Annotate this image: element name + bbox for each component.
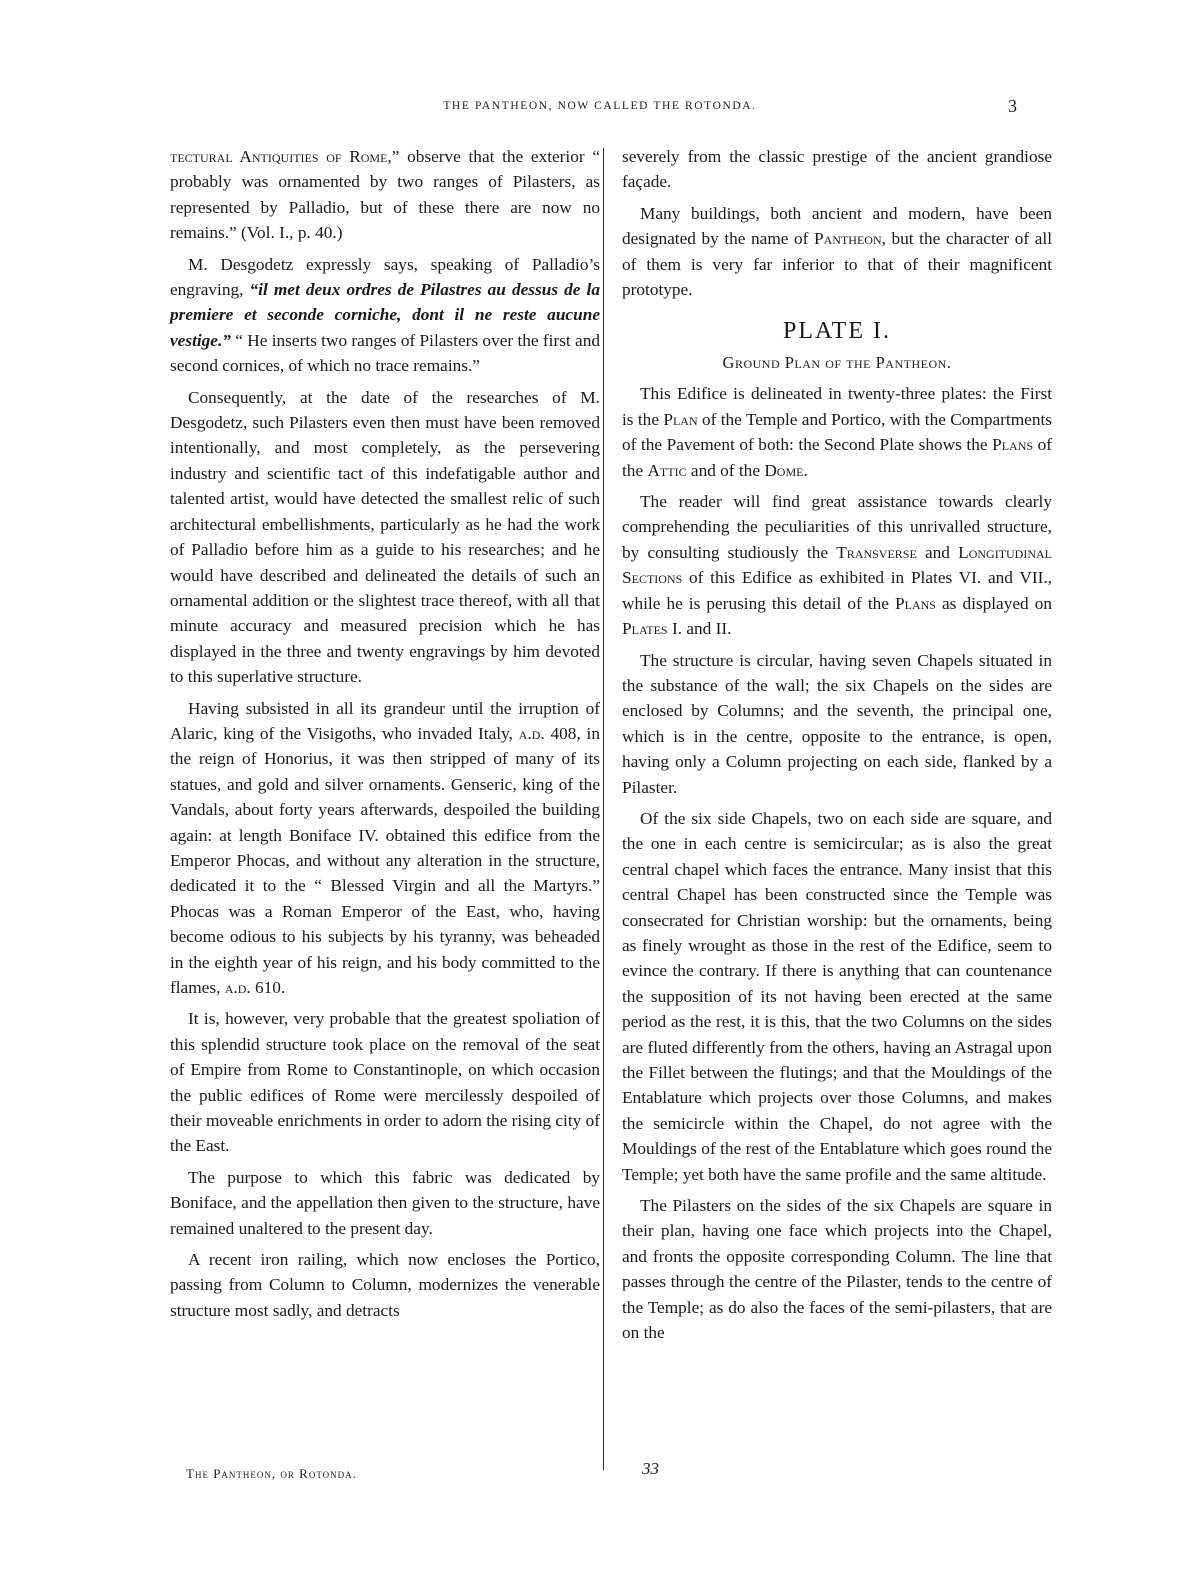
text-span: of this Edifice as exhibited in Plates VI. and VII., while he is perusing this detail of the bbox=[622, 568, 1052, 613]
plate-subheading: Ground Plan of the Pantheon. bbox=[722, 353, 952, 373]
small-caps-text: Plan bbox=[663, 409, 698, 429]
text-span: of the bbox=[622, 435, 1053, 480]
text-span: of the Temple and Portico, with the Compartments of the Pavement of both: the Second Plate shows the bbox=[622, 409, 1052, 455]
page-number: 3 bbox=[1008, 96, 1017, 116]
paragraph: The structure is circular, having seven Chapels situated in the substance of the wall; the six Chapels on the sides are enclosed by Columns; and the seventh, the principal one, which is in the centre, opposite to the entrance, is open, having only a Column projecting on each side, flanked by a Pilaster. bbox=[622, 650, 1052, 797]
right-column bbox=[622, 144, 1052, 1351]
text-span: Many buildings, both ancient and modern, have been designated by the name of bbox=[622, 203, 1052, 249]
small-caps-text: Plans bbox=[895, 593, 936, 613]
paragraph bbox=[622, 489, 1052, 641]
paragraph: The Pilasters on the sides of the six Chapels are square in their plan, having one face which projects into the Chapel, and fronts the opposite corresponding Column. The line that passes through the centre of the Pilaster, tends to the centre of the Temple; as do also the faces of the semi-pilasters, that are on the bbox=[622, 1196, 1052, 1343]
paragraph: severely from the classic prestige of the ancient grandiose façade. bbox=[622, 147, 1052, 192]
paragraph bbox=[170, 696, 600, 1001]
text-span: and bbox=[916, 542, 959, 562]
text-span: , but the character of all of them is very far inferior to that of their magnificent prototype. bbox=[622, 229, 1053, 300]
small-caps-text: Plans bbox=[992, 435, 1034, 455]
french-quote: “il met deux ordres de Pilastres au dessus de la premiere et seconde corniche, dont il ne reste aucune vestige.” bbox=[170, 280, 600, 350]
text-span: and of the bbox=[686, 460, 765, 480]
small-caps-text: Pantheon bbox=[814, 229, 882, 249]
text-span: 408, in the reign of Honorius, it was then stripped of many of its statues, and gold and silver ornaments. Genseric, king of the Vandals, about forty years afterwards, despoiled the building again: at length Boniface IV. obtained this edifice from the Emperor Phocas, and without any alteration in the structure, dedicated it to the “ Blessed Virgin and all the Martyrs.” Phocas was a Roman Emperor of the East, who, having become odious to his subjects by his tyranny, was beheaded in the eighth year of his reign, and his body committed to the flames, bbox=[170, 723, 600, 997]
text-span: M. Desgodetz expressly says, speaking of Palladio’s engraving, bbox=[170, 254, 600, 300]
running-title: THE PANTHEON, NOW CALLED THE ROTONDA. bbox=[443, 100, 757, 112]
small-caps-text: Dome bbox=[764, 460, 804, 480]
paragraph bbox=[170, 144, 600, 246]
small-caps-text: tectural Antiquities of Rome, bbox=[170, 147, 392, 166]
running-head bbox=[0, 96, 1191, 124]
signature-mark: 33 bbox=[642, 1459, 659, 1478]
paragraph bbox=[170, 252, 600, 379]
paragraph: Consequently, at the date of the researches of M. Desgodetz, such Pilasters even then must have been removed intentionally, and most completely, as the persevering industry and scientific tact of this indefatigable author and talented artist, would have detected the smallest relic of such architectural embellishments, particularly as he had the work of Palladio before him as a guide to his researches; and he would have described and delineated the details of such an ornamental addition or the slightest trace thereof, with all that minute accuracy and measured precision which he has displayed in the three and twenty engravings by him devoted to this superlative structure. bbox=[170, 387, 600, 687]
text-span: “ He inserts two ranges of Pilasters over the first and second cornices, of which no trace remains.” bbox=[170, 330, 601, 376]
text-span: as displayed on bbox=[935, 593, 1053, 613]
small-caps-text: a.d. bbox=[224, 978, 251, 997]
footer-title: The Pantheon, or Rotonda. bbox=[186, 1466, 357, 1481]
small-caps-text: a.d. bbox=[518, 723, 545, 743]
text-span: Having subsisted in all its grandeur until the irruption of Alaric, king of the Visigoths, who invaded Italy, bbox=[170, 698, 600, 743]
left-column bbox=[170, 144, 600, 1329]
column-divider bbox=[603, 148, 604, 1470]
text-span: The reader will find great assistance towards clearly comprehending the peculiarities of this unrivalled structure, by consulting studiously the bbox=[622, 492, 1052, 562]
plate-heading: PLATE I. bbox=[783, 318, 891, 345]
text-span: 610. bbox=[250, 978, 286, 997]
text-span: I. and II. bbox=[667, 619, 732, 639]
small-caps-text: Plates bbox=[622, 619, 668, 639]
paragraph bbox=[622, 201, 1052, 303]
paragraph: Of the six side Chapels, two on each side are square, and the one in each centre is semicircular; as is also the great central chapel which faces the entrance. Many insist that this central Chapel has been constructed since the Temple was consecrated for Christian worship: but the ornaments, being as finely wrought as those in the rest of the Edifice, seem to evince the contrary. If there is anything that can countenance the supposition of its not having been erected at the same period as the rest, it is this, that the two Columns on the sides are fluted differently from the others, having an Astragal upon the Fillet between the flutings; and that the Mouldings of the Entablature which projects over those Columns, and makes the semicircle within the Chapel, do not agree with the Mouldings of the rest of the Entablature which goes round the Temple; yet both have the same profile and the same altitude. bbox=[622, 808, 1052, 1184]
text-span: ” observe that the exterior “ probably was ornamented by two ranges of Pilasters, as represented by Palladio, but of these there are now no remains.” (Vol. I., p. 40.) bbox=[170, 147, 600, 243]
small-caps-text: Attic bbox=[647, 460, 687, 480]
text-span: This Edifice is delineated in twenty-three plates: the First is the bbox=[622, 384, 1052, 429]
paragraph: A recent iron railing, which now encloses the Portico, passing from Column to Column, modernizes the venerable structure most sadly, and detracts bbox=[170, 1250, 600, 1320]
small-caps-text: Transverse bbox=[836, 542, 917, 562]
paragraph: The purpose to which this fabric was dedicated by Boniface, and the appellation then given to the structure, have remained unaltered to the present day. bbox=[170, 1167, 600, 1238]
text-span: . bbox=[803, 460, 808, 480]
paragraph: It is, however, very probable that the greatest spoliation of this splendid structure took place on the removal of the seat of Empire from Rome to Constantinople, on which occasion the public edifices of Rome were mercilessly despoiled of their moveable enrichments in order to adorn the rising city of the East. bbox=[170, 1009, 600, 1156]
small-caps-text: Longitudinal Sections bbox=[622, 542, 1053, 588]
paragraph bbox=[622, 381, 1052, 483]
